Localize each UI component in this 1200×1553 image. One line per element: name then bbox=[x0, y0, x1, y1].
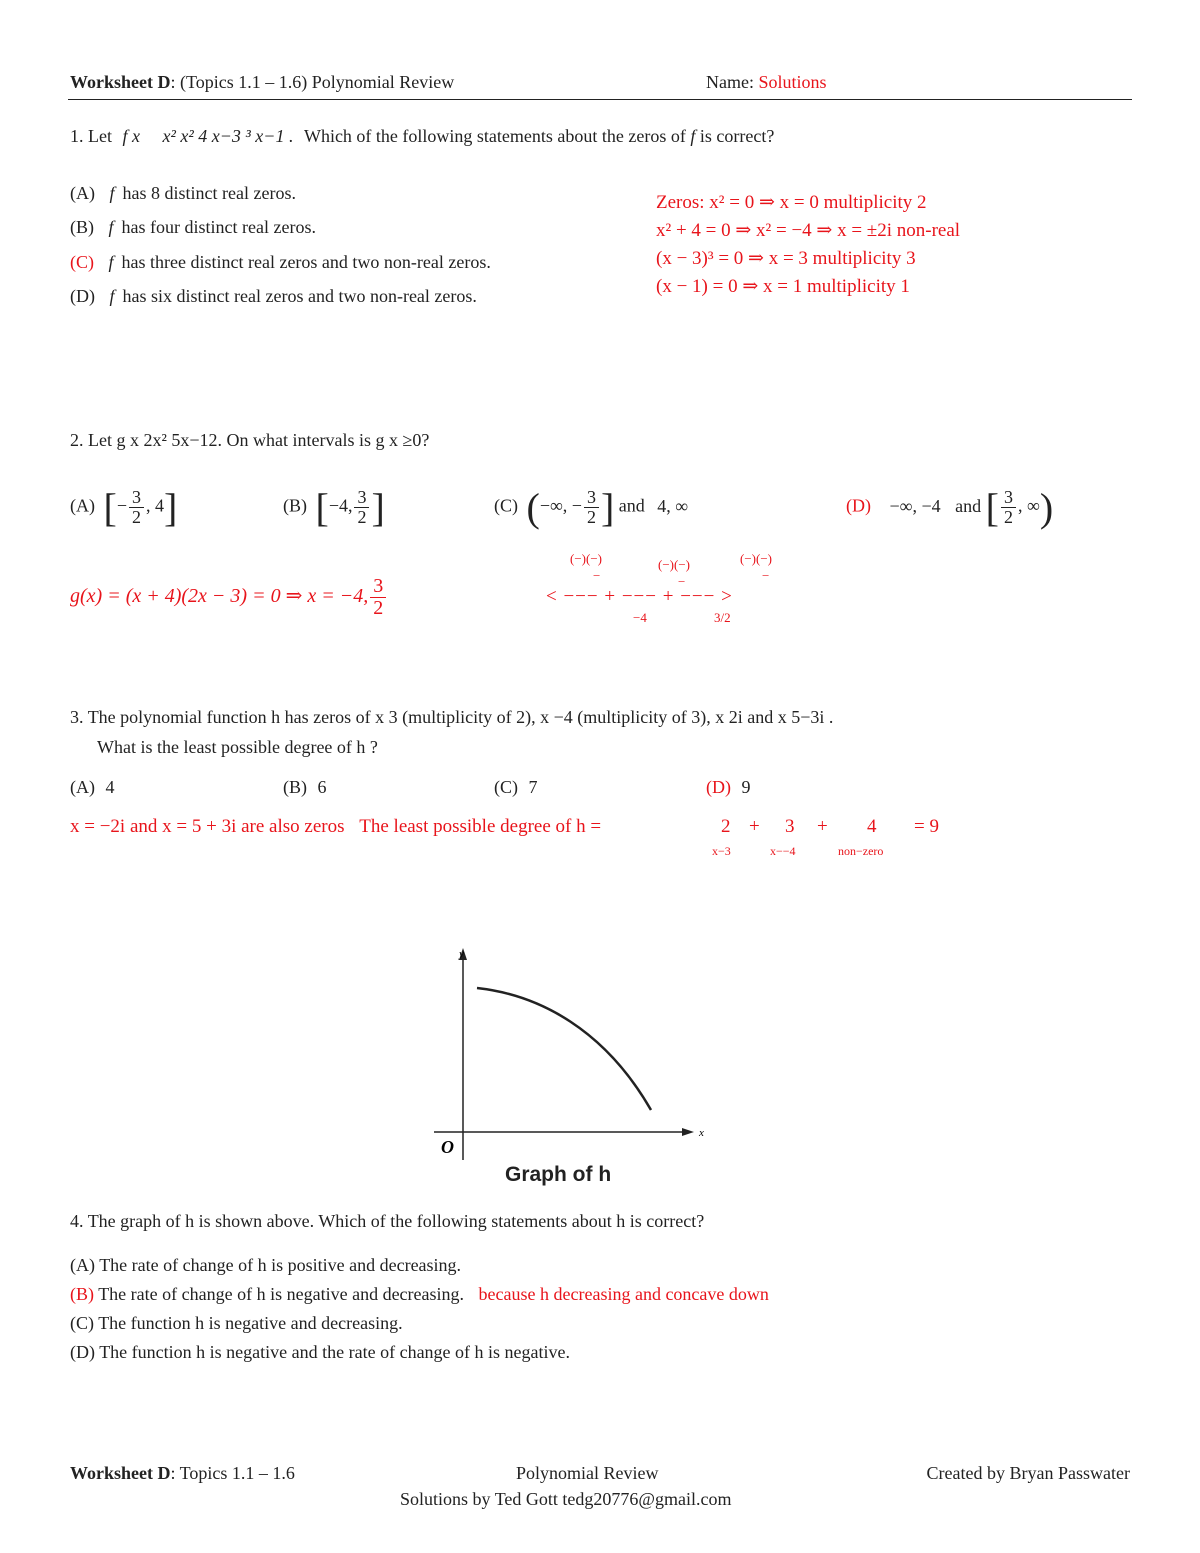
q4-number: 4. bbox=[70, 1211, 84, 1231]
q3-choice-c[interactable] bbox=[494, 777, 538, 798]
q1-expr: x² x² 4 x−3 ³ x−1 . bbox=[162, 126, 294, 146]
header-rule bbox=[68, 99, 1132, 100]
q4-choice-letter: (C) bbox=[70, 1313, 94, 1333]
worksheet-header bbox=[70, 72, 454, 93]
q1-let: Let bbox=[88, 126, 112, 146]
footer-worksheet: Worksheet D bbox=[70, 1463, 171, 1483]
q3-plus: + bbox=[817, 816, 828, 837]
q3-choice-letter: (C) bbox=[494, 777, 518, 797]
q2-number: 2. bbox=[70, 430, 84, 450]
q1-choice-text: has four distinct real zeros. bbox=[121, 217, 316, 237]
q2-solution-text: g(x) = (x + 4)(2x − 3) = 0 ⇒ x = −4, bbox=[70, 585, 369, 608]
bracket-glyph: ] bbox=[600, 485, 615, 530]
q1-choice-f: f bbox=[109, 183, 115, 203]
footer-topics: : Topics 1.1 – 1.6 bbox=[170, 1463, 295, 1483]
q1-choice-d[interactable] bbox=[70, 286, 477, 307]
origin-label: O bbox=[441, 1137, 454, 1157]
q4-choice-text: The rate of change of h is positive and decreasing. bbox=[99, 1255, 462, 1275]
frac-den: 2 bbox=[357, 507, 367, 527]
q3-stem bbox=[70, 702, 833, 762]
interval-start: −∞, − bbox=[539, 495, 582, 516]
q1-choice-text: has three distinct real zeros and two non-real zeros. bbox=[121, 252, 491, 272]
q3-choice-d[interactable] bbox=[706, 777, 751, 798]
q3-result: = 9 bbox=[914, 816, 939, 837]
q1-choice-text: has six distinct real zeros and two non-real zeros. bbox=[122, 286, 477, 306]
q1-choice-letter: (D) bbox=[70, 286, 95, 306]
fraction bbox=[370, 576, 386, 619]
interval-end: , 4 bbox=[145, 495, 164, 516]
q3-choice-b[interactable] bbox=[283, 777, 327, 798]
q3-choice-text: 6 bbox=[317, 777, 327, 797]
q1-stem-func: f bbox=[690, 126, 696, 146]
interval-start: −4, bbox=[328, 495, 353, 516]
q4-choice-letter-correct: (B) bbox=[70, 1284, 94, 1304]
frac-num: 3 bbox=[370, 576, 386, 598]
q2-stem-text: Let g x 2x² 5x−12. On what intervals is g x ≥0? bbox=[88, 430, 430, 450]
frac-num: 3 bbox=[1001, 488, 1016, 508]
frac-num: 3 bbox=[354, 488, 369, 508]
q3-line2: What is the least possible degree of h ? bbox=[97, 737, 378, 757]
q2-choice-c[interactable] bbox=[494, 484, 688, 531]
q3-choice-text: 9 bbox=[741, 777, 751, 797]
q4-choice-text: The function h is negative and decreasing. bbox=[98, 1313, 403, 1333]
bracket-glyph: ( bbox=[526, 485, 540, 530]
fraction bbox=[584, 488, 599, 527]
q2-choice-a[interactable] bbox=[70, 484, 177, 531]
q2-stem bbox=[70, 430, 429, 451]
q1-choice-b[interactable] bbox=[70, 217, 316, 238]
q4-choice-c[interactable] bbox=[70, 1313, 403, 1334]
frac-den: 2 bbox=[1003, 507, 1013, 527]
footer-right: Created by Bryan Passwater bbox=[926, 1463, 1130, 1483]
name-field bbox=[706, 72, 827, 93]
frac-den: 2 bbox=[586, 507, 596, 527]
q2-choice-letter: (B) bbox=[283, 495, 307, 516]
q3-choice-text: 4 bbox=[105, 777, 115, 797]
q3-line1: The polynomial function h has zeros of x 3 (multiplicity of 2), x −4 (multiplicity of 3), x 2i and x 5−3i . bbox=[87, 707, 834, 727]
q4-choice-text: The rate of change of h is negative and decreasing. bbox=[98, 1284, 465, 1304]
q1-choice-a[interactable] bbox=[70, 183, 296, 204]
q4-choice-b[interactable] bbox=[70, 1284, 769, 1305]
footer-credit: Solutions by Ted Gott tedg20776@gmail.com bbox=[400, 1489, 732, 1509]
bracket-glyph: ) bbox=[1039, 485, 1054, 530]
q4-choice-text: The function h is negative and the rate of change of h is negative. bbox=[99, 1342, 571, 1362]
q4-choice-letter: (D) bbox=[70, 1342, 95, 1362]
sign-mark-three-halves: 3/2 bbox=[714, 610, 731, 625]
frac-den: 2 bbox=[373, 597, 384, 619]
q3-term-label: x−−4 bbox=[770, 844, 796, 858]
q2-choice-d[interactable] bbox=[846, 484, 1053, 531]
q4-stem bbox=[70, 1211, 704, 1232]
q1-stem bbox=[70, 126, 774, 147]
q4-choice-a[interactable] bbox=[70, 1255, 461, 1276]
q3-choice-a[interactable] bbox=[70, 777, 115, 798]
q2-choice-letter: (A) bbox=[70, 495, 95, 516]
bracket-glyph: ] bbox=[371, 485, 385, 530]
q1-solution-line: x² + 4 = 0 ⇒ x² = −4 ⇒ x = ±2i non-real bbox=[656, 220, 961, 241]
q1-choice-c[interactable] bbox=[70, 252, 491, 273]
interval-end: , ∞ bbox=[1017, 495, 1040, 516]
sign-middle: − bbox=[678, 574, 686, 589]
q3-choice-letter-correct: (D) bbox=[706, 777, 731, 797]
q1-choice-f: f bbox=[108, 217, 114, 237]
sign-left: − bbox=[593, 568, 601, 583]
q4-choice-d[interactable] bbox=[70, 1342, 570, 1363]
sign-factors-right: (−)(−) bbox=[740, 551, 772, 566]
frac-num: 3 bbox=[584, 488, 599, 508]
name-label: Name: bbox=[706, 72, 759, 92]
q1-solution bbox=[656, 189, 960, 301]
q3-solution-a: x = −2i and x = 5 + 3i are also zeros bbox=[70, 816, 345, 837]
sign-number-line: < −−− + −−− + −−− > bbox=[546, 586, 733, 607]
q3-term-value: 3 bbox=[785, 816, 795, 837]
q3-term-label: x−3 bbox=[712, 844, 731, 858]
sign-right: − bbox=[762, 568, 770, 583]
q4-solution: because h decreasing and concave down bbox=[478, 1284, 769, 1304]
y-axis-label: y bbox=[459, 948, 464, 960]
q2-choice-letter: (C) bbox=[494, 495, 518, 516]
q3-number: 3. bbox=[70, 707, 84, 727]
fraction bbox=[129, 488, 144, 527]
worksheet-title: Worksheet D bbox=[70, 72, 171, 92]
q1-stem-end: is correct? bbox=[699, 126, 775, 146]
q1-choice-f: f bbox=[108, 252, 114, 272]
footer-left bbox=[70, 1463, 295, 1484]
sign-factors-left: (−)(−) bbox=[570, 551, 602, 566]
frac-den: 2 bbox=[131, 507, 141, 527]
q1-choice-letter: (A) bbox=[70, 183, 95, 203]
q2-choice-b[interactable] bbox=[283, 484, 385, 531]
q1-choice-text: has 8 distinct real zeros. bbox=[122, 183, 296, 203]
sign-mark-neg4: −4 bbox=[633, 610, 647, 625]
worksheet-topics: : (Topics 1.1 – 1.6) Polynomial Review bbox=[170, 72, 455, 92]
sign-factors-middle: (−)(−) bbox=[658, 557, 690, 572]
footer-center: Polynomial Review bbox=[516, 1463, 659, 1483]
bracket-glyph: ] bbox=[163, 485, 178, 530]
h-curve bbox=[477, 988, 651, 1110]
q1-choice-f: f bbox=[109, 286, 115, 306]
q3-solution bbox=[70, 816, 601, 838]
minus-sign: − bbox=[116, 495, 127, 516]
sign-chart bbox=[540, 548, 830, 648]
q3-choice-letter: (A) bbox=[70, 777, 95, 797]
q3-term-label: non−zero bbox=[838, 844, 884, 858]
q3-solution-b: The least possible degree of h = bbox=[359, 816, 602, 837]
bracket-glyph: [ bbox=[315, 485, 329, 530]
and-word: and bbox=[618, 495, 645, 516]
graph-of-h bbox=[420, 940, 720, 1200]
frac-num: 3 bbox=[129, 488, 144, 508]
fraction bbox=[1001, 488, 1016, 527]
q1-choice-letter-correct: (C) bbox=[70, 252, 94, 272]
q3-plus: + bbox=[749, 816, 760, 837]
x-axis-arrow bbox=[682, 1128, 694, 1136]
q1-func: f x bbox=[122, 126, 140, 146]
q3-choice-letter: (B) bbox=[283, 777, 307, 797]
interval-head: −∞, −4 bbox=[889, 495, 941, 516]
q2-solution bbox=[70, 576, 388, 619]
q1-stem-text: Which of the following statements about the zeros of bbox=[303, 126, 686, 146]
q1-number: 1. bbox=[70, 126, 84, 146]
q1-choice-letter: (B) bbox=[70, 217, 94, 237]
bracket-glyph: [ bbox=[985, 485, 999, 530]
bracket-glyph: [ bbox=[103, 485, 117, 530]
x-axis-label: x bbox=[699, 1127, 704, 1139]
and-word: and bbox=[955, 495, 982, 516]
q3-term-value: 4 bbox=[867, 816, 877, 837]
name-value: Solutions bbox=[758, 72, 827, 92]
q1-solution-line: Zeros: x² = 0 ⇒ x = 0 multiplicity 2 bbox=[656, 192, 927, 213]
q3-choice-text: 7 bbox=[528, 777, 538, 797]
q4-stem-text: The graph of h is shown above. Which of the following statements about h is correct? bbox=[87, 1211, 705, 1231]
q3-term-value: 2 bbox=[721, 816, 731, 837]
q1-solution-line: (x − 3)³ = 0 ⇒ x = 3 multiplicity 3 bbox=[656, 248, 916, 269]
q1-solution-line: (x − 1) = 0 ⇒ x = 1 multiplicity 1 bbox=[656, 276, 910, 297]
q3-degree-sum bbox=[712, 816, 972, 866]
fraction bbox=[354, 488, 369, 527]
q4-choice-letter: (A) bbox=[70, 1255, 95, 1275]
q2-choice-letter-correct: (D) bbox=[846, 495, 871, 516]
interval-tail: 4, ∞ bbox=[657, 495, 689, 516]
graph-caption: Graph of h bbox=[505, 1163, 612, 1186]
